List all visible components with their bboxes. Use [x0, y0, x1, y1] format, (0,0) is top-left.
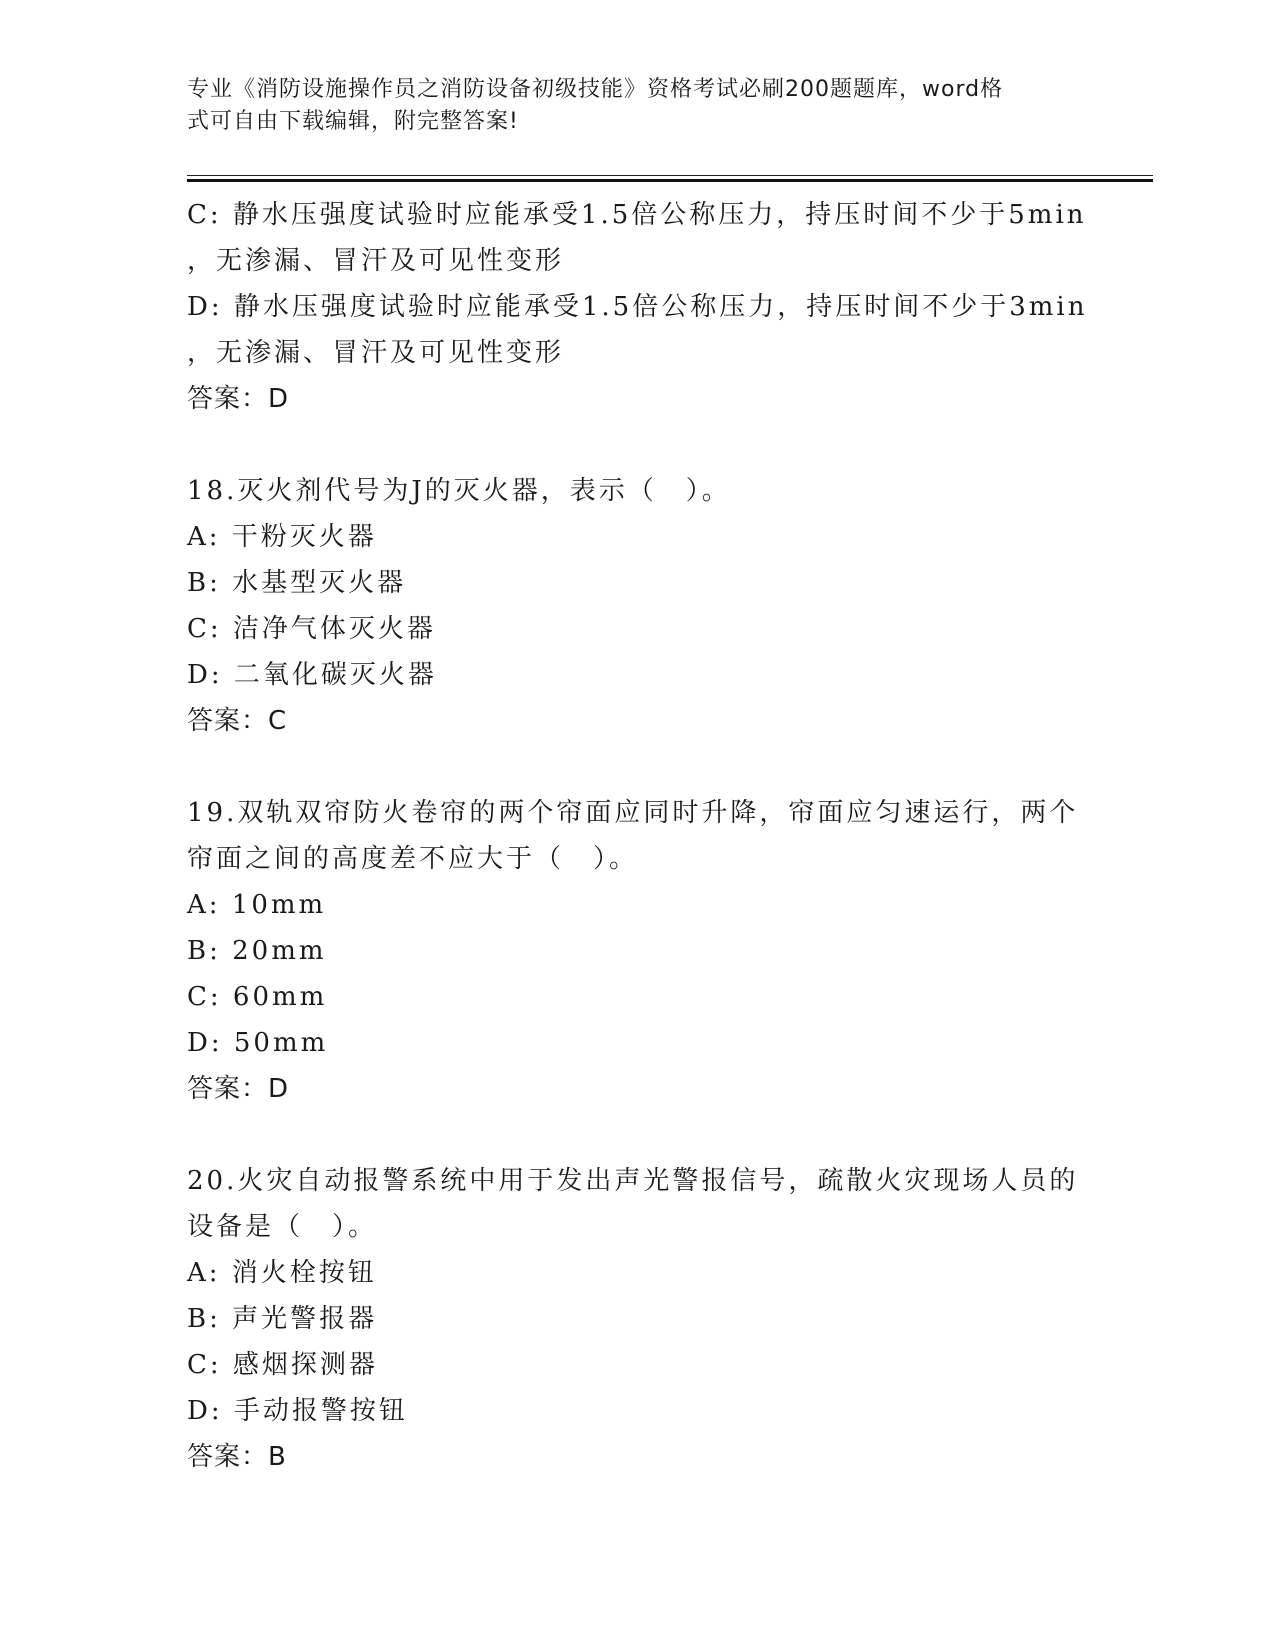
- spacer: [187, 422, 1087, 468]
- spacer: [187, 744, 1087, 790]
- document-header: [187, 74, 1067, 138]
- spacer: [187, 1112, 1087, 1158]
- option-d: D: 二氧化碳灭火器: [187, 660, 437, 690]
- header-divider-thick: [187, 179, 1153, 182]
- option-c: C: 洁净气体灭火器: [187, 614, 436, 644]
- option-a: A: 干粉灭火器: [187, 522, 377, 552]
- question-content: [187, 192, 1087, 1480]
- question-stem-continued: 设备是（ ）。: [187, 1212, 378, 1242]
- option-a: A: 消火栓按钮: [187, 1258, 377, 1288]
- option-a: A: 10mm: [187, 890, 327, 920]
- option-b: B: 20mm: [187, 936, 327, 966]
- answer-line: 答案：B: [187, 1442, 287, 1472]
- option-c-line-1: C: 静水压强度试验时应能承受1.5倍公称压力，持压时间不少于5min: [187, 200, 1087, 230]
- question-stem: 18.灭火剂代号为J的灭火器，表示（ ）。: [187, 476, 731, 506]
- answer-line: 答案：D: [187, 384, 290, 414]
- question-stem: 19.双轨双帘防火卷帘的两个帘面应同时升降，帘面应匀速运行，两个: [187, 798, 1079, 828]
- option-d-line-1: D: 静水压强度试验时应能承受1.5倍公称压力，持压时间不少于3min: [187, 292, 1088, 322]
- answer-line: 答案：C: [187, 706, 288, 736]
- question-20: [187, 1158, 1087, 1480]
- option-c: C: 60mm: [187, 982, 328, 1012]
- question-stem: 20.火灾自动报警系统中用于发出声光警报信号，疏散火灾现场人员的: [187, 1166, 1079, 1196]
- option-c: C: 感烟探测器: [187, 1350, 378, 1380]
- option-b: B: 水基型灭火器: [187, 568, 407, 598]
- option-d: D: 50mm: [187, 1028, 329, 1058]
- header-line-1: 专业《消防设施操作员之消防设备初级技能》资格考试必刷200题题库，word格: [187, 77, 1004, 102]
- header-divider-thin: [187, 175, 1153, 176]
- option-d: D: 手动报警按钮: [187, 1396, 408, 1426]
- question-19: [187, 790, 1087, 1112]
- question-stem-continued: 帘面之间的高度差不应大于（ ）。: [187, 844, 639, 874]
- header-line-2: 式可自由下载编辑，附完整答案!: [187, 109, 519, 134]
- continued-question: [187, 192, 1087, 422]
- option-c-line-2: ，无渗漏、冒汗及可见性变形: [187, 246, 565, 276]
- answer-line: 答案：D: [187, 1074, 290, 1104]
- question-18: [187, 468, 1087, 744]
- option-b: B: 声光警报器: [187, 1304, 378, 1334]
- option-d-line-2: ，无渗漏、冒汗及可见性变形: [187, 338, 565, 368]
